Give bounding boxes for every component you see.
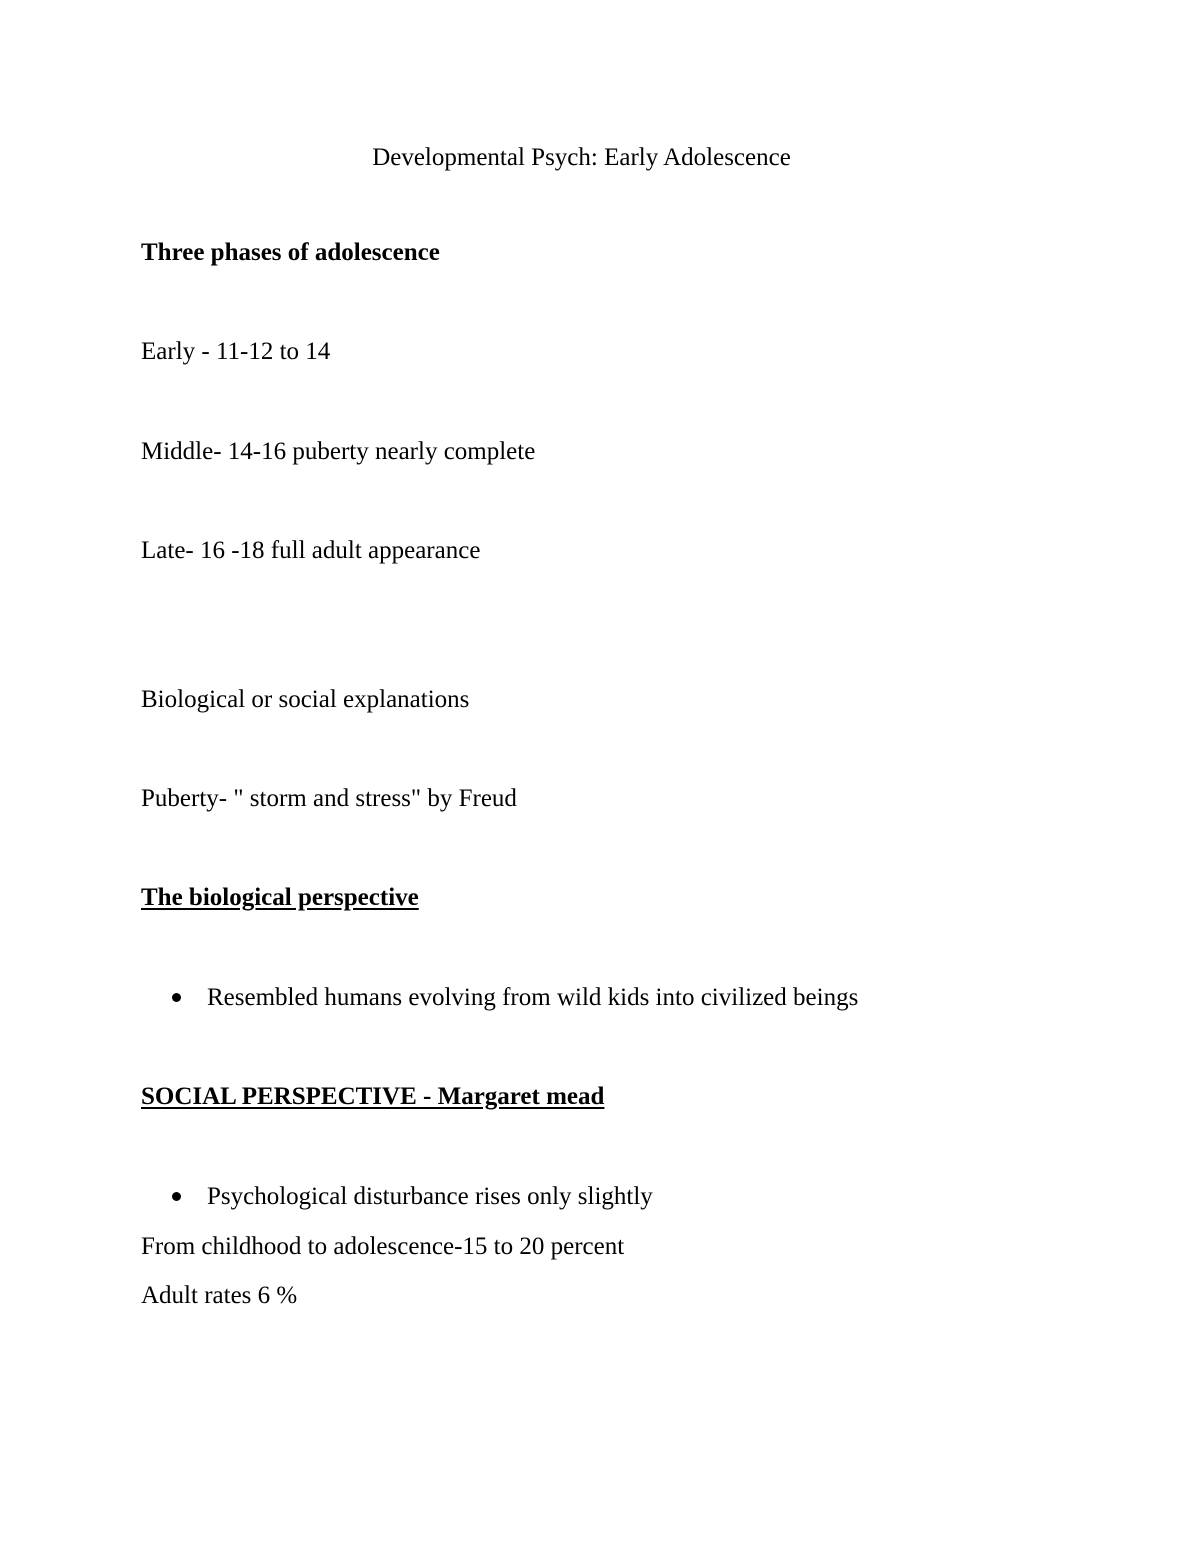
bullet-icon [172,1192,181,1201]
document-title: Developmental Psych: Early Adolescence [372,144,791,171]
biological-social-line: Biological or social explanations [141,686,470,713]
bullet-text: Psychological disturbance rises only slightly [207,1183,653,1210]
phase-early: Early - 11-12 to 14 [141,338,331,365]
phase-late: Late- 16 -18 full adult appearance [141,537,481,564]
bullet-text: Resembled humans evolving from wild kids into civilized beings [207,984,859,1011]
bullet-item-social [172,1182,653,1212]
adult-rates-line: Adult rates 6 % [141,1282,298,1309]
puberty-line: Puberty- " storm and stress" by Freud [141,785,517,812]
heading-social-perspective: SOCIAL PERSPECTIVE - Margaret mead [141,1083,605,1110]
bullet-icon [172,993,181,1002]
bullet-item-biological [172,983,858,1013]
heading-biological-perspective: The biological perspective [141,884,419,911]
heading-three-phases: Three phases of adolescence [141,239,440,266]
childhood-line: From childhood to adolescence-15 to 20 percent [141,1233,625,1260]
phase-middle: Middle- 14-16 puberty nearly complete [141,438,536,465]
